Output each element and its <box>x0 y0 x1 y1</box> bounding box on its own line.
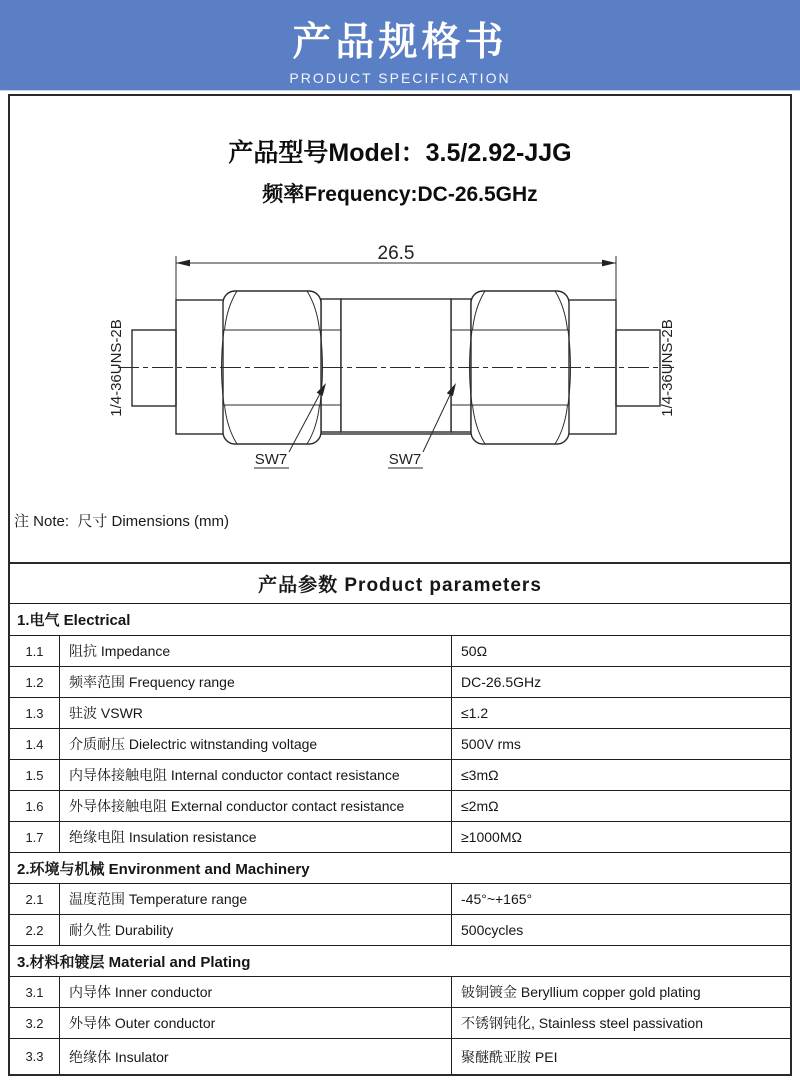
row-value: DC-26.5GHz <box>451 667 790 697</box>
row-parameter: 阻抗 Impedance <box>59 636 451 666</box>
row-parameter: 频率范围 Frequency range <box>59 667 451 697</box>
dimension-arrow-right <box>602 260 616 267</box>
row-index: 3.1 <box>25 984 44 1000</box>
dimensions-note: 注 Note: 尺寸 Dimensions (mm) <box>14 513 230 530</box>
table-row <box>10 790 790 821</box>
row-parameter: 驻波 VSWR <box>59 698 451 728</box>
row-value: 500cycles <box>451 915 790 945</box>
row-value: 500V rms <box>451 729 790 759</box>
row-index: 3.2 <box>25 1015 44 1031</box>
table-row <box>10 635 790 666</box>
row-parameter: 绝缘体 Insulator <box>59 1039 451 1074</box>
row-index: 2.2 <box>25 922 44 938</box>
technical-drawing <box>0 228 800 480</box>
table-row <box>10 1007 790 1038</box>
right-sw7-label: SW7 <box>388 451 422 468</box>
row-parameter: 内导体接触电阻 Internal conductor contact resistance <box>59 760 451 790</box>
page-title: 产品规格书 <box>292 21 508 64</box>
row-index: 1.2 <box>25 674 44 690</box>
row-index: 1.1 <box>25 643 44 659</box>
row-index: 1.4 <box>25 736 44 752</box>
right-thread-label: 1/4-36UNS-2B <box>659 319 676 417</box>
table-row <box>10 728 790 759</box>
table-row <box>10 759 790 790</box>
table-row <box>10 883 790 914</box>
right-wrench-flat <box>451 299 471 432</box>
row-parameter: 介质耐压 Dielectric witnstanding voltage <box>59 729 451 759</box>
table-row <box>10 697 790 728</box>
dimension-value-label: 26.5 <box>377 243 415 264</box>
center-body <box>341 299 451 432</box>
section-heading-environment: 2.环境与机械 Environment and Machinery <box>10 852 790 883</box>
row-value: 50Ω <box>451 636 790 666</box>
row-parameter: 耐久性 Durability <box>59 915 451 945</box>
table-row <box>10 1038 790 1074</box>
table-row <box>10 976 790 1007</box>
section-heading-material: 3.材料和镀层 Material and Plating <box>10 945 790 976</box>
left-wrench-flat <box>321 299 341 432</box>
table-row <box>10 914 790 945</box>
row-index: 1.6 <box>25 798 44 814</box>
parameters-table <box>8 562 792 1076</box>
row-value: -45°~+165° <box>451 884 790 914</box>
row-parameter: 温度范围 Temperature range <box>59 884 451 914</box>
table-title: 产品参数 Product parameters <box>258 575 542 596</box>
row-index: 2.1 <box>25 891 44 907</box>
product-frequency: 频率Frequency:DC-26.5GHz <box>262 183 538 206</box>
row-value: ≤2mΩ <box>451 791 790 821</box>
row-value: ≥1000MΩ <box>451 822 790 852</box>
row-value: 聚醚酰亚胺 PEI <box>451 1039 790 1074</box>
page-subtitle: PRODUCT SPECIFICATION <box>289 70 511 86</box>
section-heading-electrical: 1.电气 Electrical <box>10 603 790 635</box>
table-row <box>10 821 790 852</box>
header-banner <box>0 0 800 91</box>
row-parameter: 外导体接触电阻 External conductor contact resistance <box>59 791 451 821</box>
table-row <box>10 666 790 697</box>
left-thread-label: 1/4-36UNS-2B <box>108 319 125 417</box>
row-parameter: 内导体 Inner conductor <box>59 977 451 1007</box>
row-index: 1.3 <box>25 705 44 721</box>
row-parameter: 外导体 Outer conductor <box>59 1008 451 1038</box>
row-value: ≤1.2 <box>451 698 790 728</box>
row-index: 3.3 <box>25 1049 44 1064</box>
row-value: ≤3mΩ <box>451 760 790 790</box>
left-sw7-label: SW7 <box>254 451 288 468</box>
row-index: 1.5 <box>25 767 44 783</box>
product-model: 产品型号Model：3.5/2.92-JJG <box>228 139 572 167</box>
dimension-arrow-left <box>176 260 190 267</box>
row-index: 1.7 <box>25 829 44 845</box>
row-parameter: 绝缘电阻 Insulation resistance <box>59 822 451 852</box>
row-value: 铍铜镀金 Beryllium copper gold plating <box>451 977 790 1007</box>
row-value: 不锈钢钝化, Stainless steel passivation <box>451 1008 790 1038</box>
